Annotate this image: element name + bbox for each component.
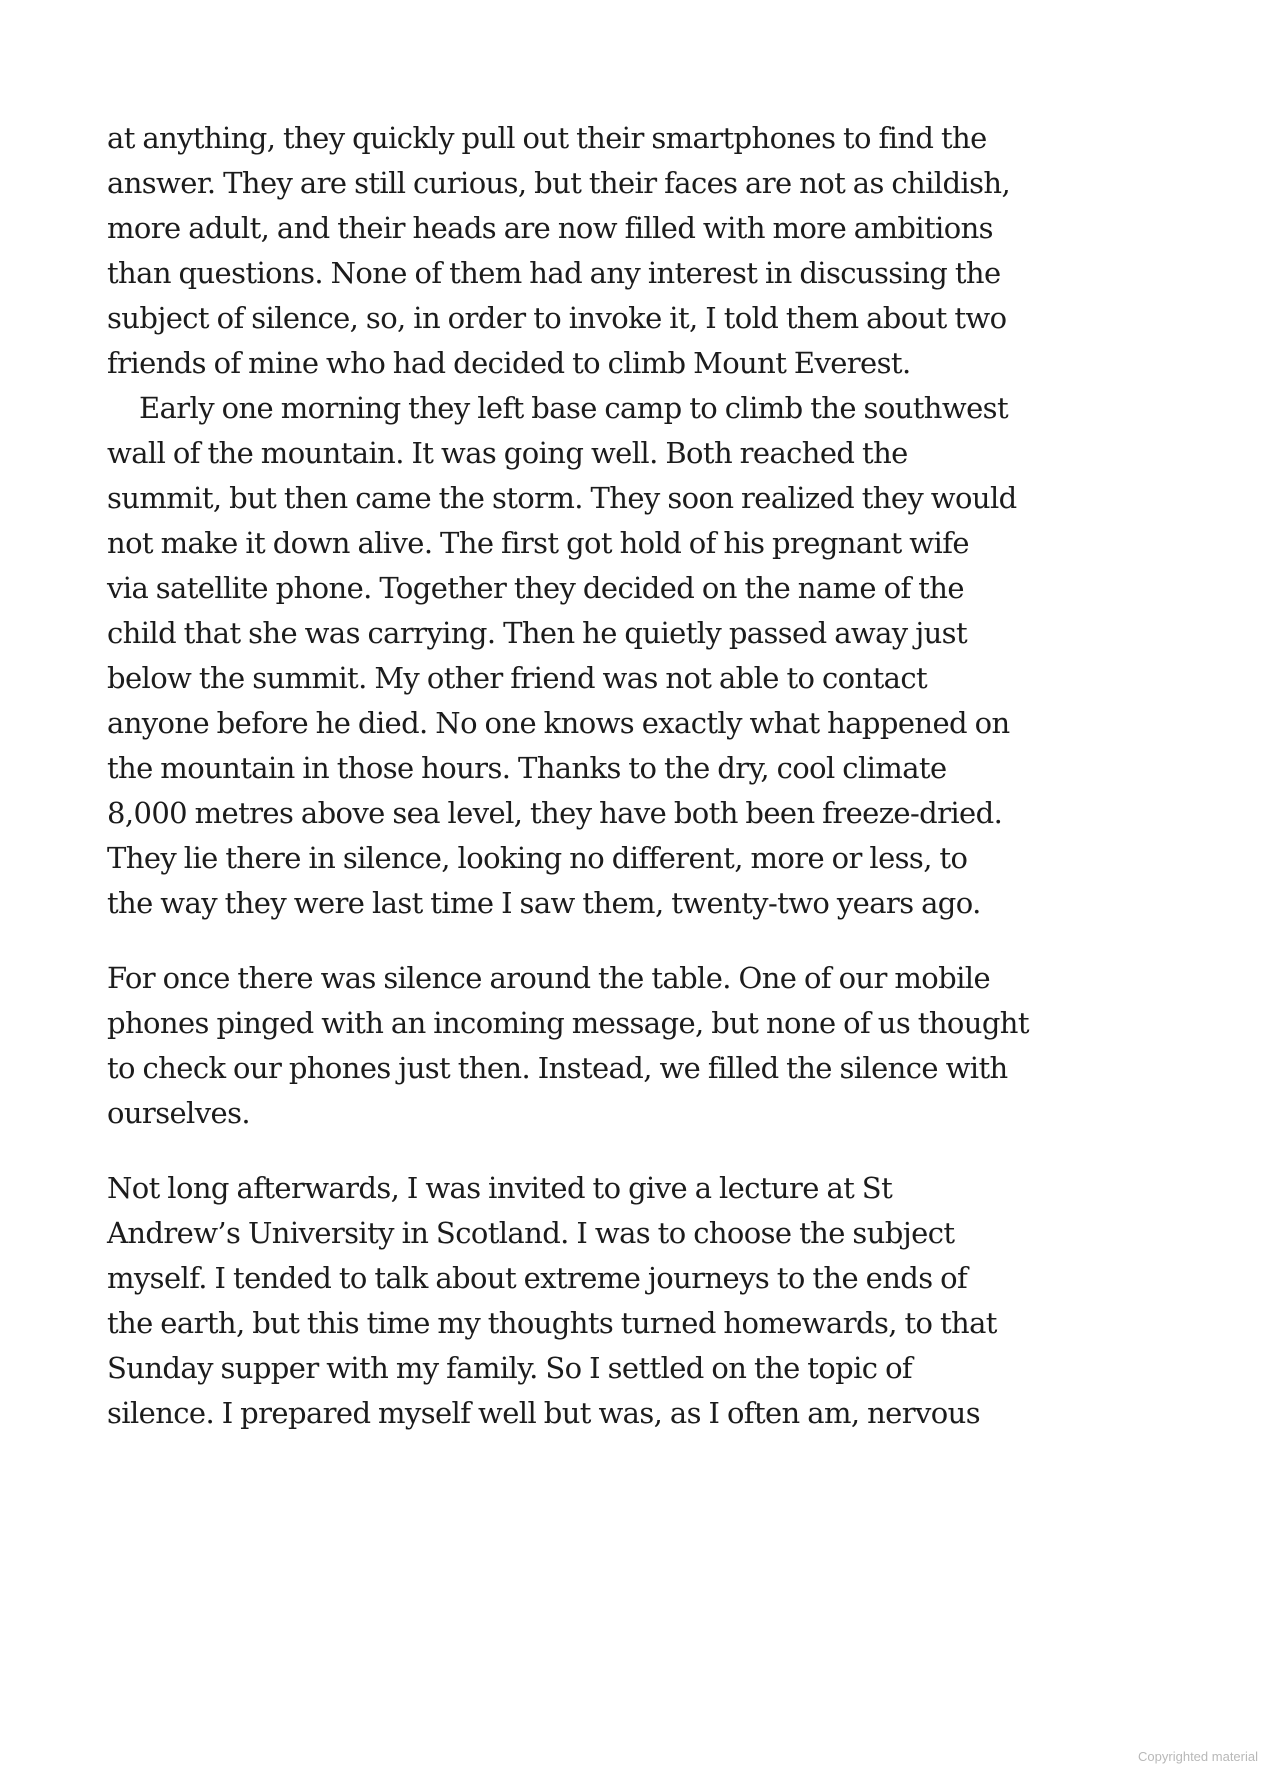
- paragraph: [107, 386, 1167, 926]
- text-line: than questions. None of them had any interest in discussing the: [107, 256, 1001, 290]
- body-text: [107, 116, 1167, 1436]
- copyright-watermark: Copyrighted material: [1138, 1749, 1258, 1764]
- text-line: ourselves.: [107, 1096, 250, 1130]
- text-line: friends of mine who had decided to climb Mount Everest.: [107, 346, 911, 380]
- text-line: They lie there in silence, looking no different, more or less, to: [107, 841, 968, 875]
- text-line: to check our phones just then. Instead, we filled the silence with: [107, 1051, 1008, 1085]
- text-line: more adult, and their heads are now filled with more ambitions: [107, 211, 993, 245]
- paragraph: [107, 116, 1167, 386]
- text-line: myself. I tended to talk about extreme journeys to the ends of: [107, 1261, 968, 1295]
- text-line: phones pinged with an incoming message, but none of us thought: [107, 1006, 1029, 1040]
- text-line: not make it down alive. The first got hold of his pregnant wife: [107, 526, 969, 560]
- text-line: below the summit. My other friend was not able to contact: [107, 661, 928, 695]
- text-line: subject of silence, so, in order to invoke it, I told them about two: [107, 301, 1007, 335]
- text-line: at anything, they quickly pull out their smartphones to find the: [107, 121, 987, 155]
- text-line: Early one morning they left base camp to climb the southwest: [139, 391, 1009, 425]
- text-line: silence. I prepared myself well but was, as I often am, nervous: [107, 1396, 980, 1430]
- text-line: wall of the mountain. It was going well. Both reached the: [107, 436, 908, 470]
- text-line: Not long afterwards, I was invited to give a lecture at St: [107, 1171, 893, 1205]
- text-line: the mountain in those hours. Thanks to the dry, cool climate: [107, 751, 947, 785]
- text-line: the way they were last time I saw them, twenty-two years ago.: [107, 886, 981, 920]
- text-line: Andrew’s University in Scotland. I was to choose the subject: [107, 1216, 955, 1250]
- paragraph: [107, 956, 1167, 1136]
- text-line: summit, but then came the storm. They soon realized they would: [107, 481, 1017, 515]
- text-line: 8,000 metres above sea level, they have both been freeze-dried.: [107, 796, 1003, 830]
- text-line: Sunday supper with my family. So I settled on the topic of: [107, 1351, 913, 1385]
- text-line: via satellite phone. Together they decided on the name of the: [107, 571, 964, 605]
- text-line: child that she was carrying. Then he quietly passed away just: [107, 616, 968, 650]
- paragraph: [107, 1166, 1167, 1436]
- text-line: anyone before he died. No one knows exactly what happened on: [107, 706, 1010, 740]
- text-line: answer. They are still curious, but their faces are not as childish,: [107, 166, 1011, 200]
- text-line: For once there was silence around the table. One of our mobile: [107, 961, 991, 995]
- text-line: the earth, but this time my thoughts turned homewards, to that: [107, 1306, 997, 1340]
